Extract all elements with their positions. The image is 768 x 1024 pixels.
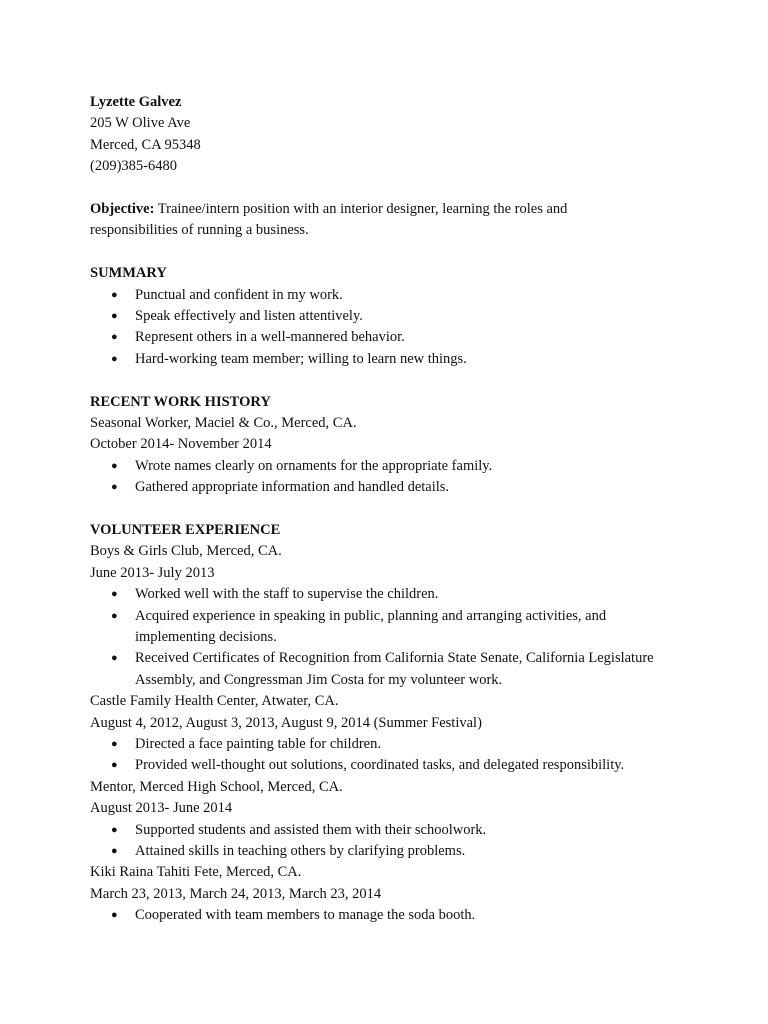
volunteer-title: Mentor, Merced High School, Merced, CA. <box>90 778 343 795</box>
volunteer-dates: June 2013- July 2013 <box>90 564 215 581</box>
bullet-icon: ● <box>111 588 118 601</box>
job-dates: October 2014- November 2014 <box>90 436 272 453</box>
bullet-icon: ● <box>111 459 118 472</box>
phone-number: (209)385-6480 <box>90 158 177 175</box>
address-line-1: 205 W Olive Ave <box>90 115 191 132</box>
volunteer-title: Castle Family Health Center, Atwater, CA. <box>90 693 339 710</box>
summary-heading: SUMMARY <box>90 265 167 282</box>
volunteer-duties-list <box>90 905 670 926</box>
volunteer-duties-list <box>90 584 670 691</box>
job-duty: ● Gathered appropriate information and handled details. <box>90 477 670 498</box>
volunteer-duties-list <box>90 820 670 863</box>
volunteer-dates: August 4, 2012, August 3, 2013, August 9, 2014 (Summer Festival) <box>90 714 482 731</box>
summary-section <box>90 263 670 370</box>
objective-label: Objective: <box>90 200 155 217</box>
bullet-icon: ● <box>111 737 118 750</box>
job-title: Seasonal Worker, Maciel & Co., Merced, CA. <box>90 414 357 431</box>
volunteer-duty: ● Cooperated with team members to manage the soda booth. <box>90 905 670 926</box>
volunteer-title: Kiki Raina Tahiti Fete, Merced, CA. <box>90 864 302 881</box>
objective-text: Trainee/intern position with an interior designer, learning the roles and responsibilities of running a business. <box>90 200 568 239</box>
volunteer-duty: ● Attained skills in teaching others by clarifying problems. <box>90 841 670 862</box>
volunteer-title: Boys & Girls Club, Merced, CA. <box>90 543 282 560</box>
volunteer-duty: ● Worked well with the staff to supervise the children. <box>90 584 670 605</box>
volunteer-duty: ● Directed a face painting table for children. <box>90 734 670 755</box>
bullet-icon: ● <box>111 759 118 772</box>
bullet-icon: ● <box>111 331 118 344</box>
volunteer-duties-list <box>90 734 670 777</box>
summary-list <box>90 285 670 371</box>
job-duty: ● Wrote names clearly on ornaments for the appropriate family. <box>90 456 670 477</box>
bullet-icon: ● <box>111 823 118 836</box>
summary-item: ● Represent others in a well-mannered behavior. <box>90 327 670 348</box>
bullet-icon: ● <box>111 309 118 322</box>
volunteer-duty: ● Acquired experience in speaking in public, planning and arranging activities, and implementing decisions. <box>111 607 607 645</box>
volunteer-dates: August 2013- June 2014 <box>90 800 233 817</box>
work-history-heading: RECENT WORK HISTORY <box>90 393 271 410</box>
volunteer-dates: March 23, 2013, March 24, 2013, March 23, 2014 <box>90 885 382 902</box>
spacer <box>90 370 670 391</box>
spacer <box>90 178 670 199</box>
bullet-icon: ● <box>111 909 118 922</box>
job-duties-list <box>90 456 670 499</box>
spacer <box>90 242 670 263</box>
bullet-icon: ● <box>111 352 118 365</box>
summary-item: ● Punctual and confident in my work. <box>90 285 670 306</box>
summary-item: ● Speak effectively and listen attentively. <box>90 306 670 327</box>
volunteer-heading: VOLUNTEER EXPERIENCE <box>90 521 281 538</box>
resume-document <box>90 92 670 927</box>
bullet-icon: ● <box>111 844 118 857</box>
summary-item: ● Hard-working team member; willing to learn new things. <box>90 349 670 370</box>
applicant-name: Lyzette Galvez <box>90 94 182 110</box>
bullet-icon: ● <box>111 609 118 622</box>
volunteer-duty: ● Provided well-thought out solutions, coordinated tasks, and delegated responsibility. <box>90 755 670 776</box>
bullet-icon: ● <box>111 288 118 301</box>
volunteer-section <box>90 520 670 927</box>
bullet-icon: ● <box>111 652 118 665</box>
objective-paragraph <box>90 199 610 242</box>
work-history-section <box>90 392 670 499</box>
address-line-2: Merced, CA 95348 <box>90 136 201 153</box>
volunteer-duty: ● Received Certificates of Recognition from California State Senate, California Legislature Assembly, and Congressman Jim Costa for my volunteer work. <box>111 650 654 688</box>
volunteer-duty: ● Supported students and assisted them with their schoolwork. <box>90 820 670 841</box>
bullet-icon: ● <box>111 481 118 494</box>
contact-block <box>90 92 670 178</box>
spacer <box>90 499 670 520</box>
